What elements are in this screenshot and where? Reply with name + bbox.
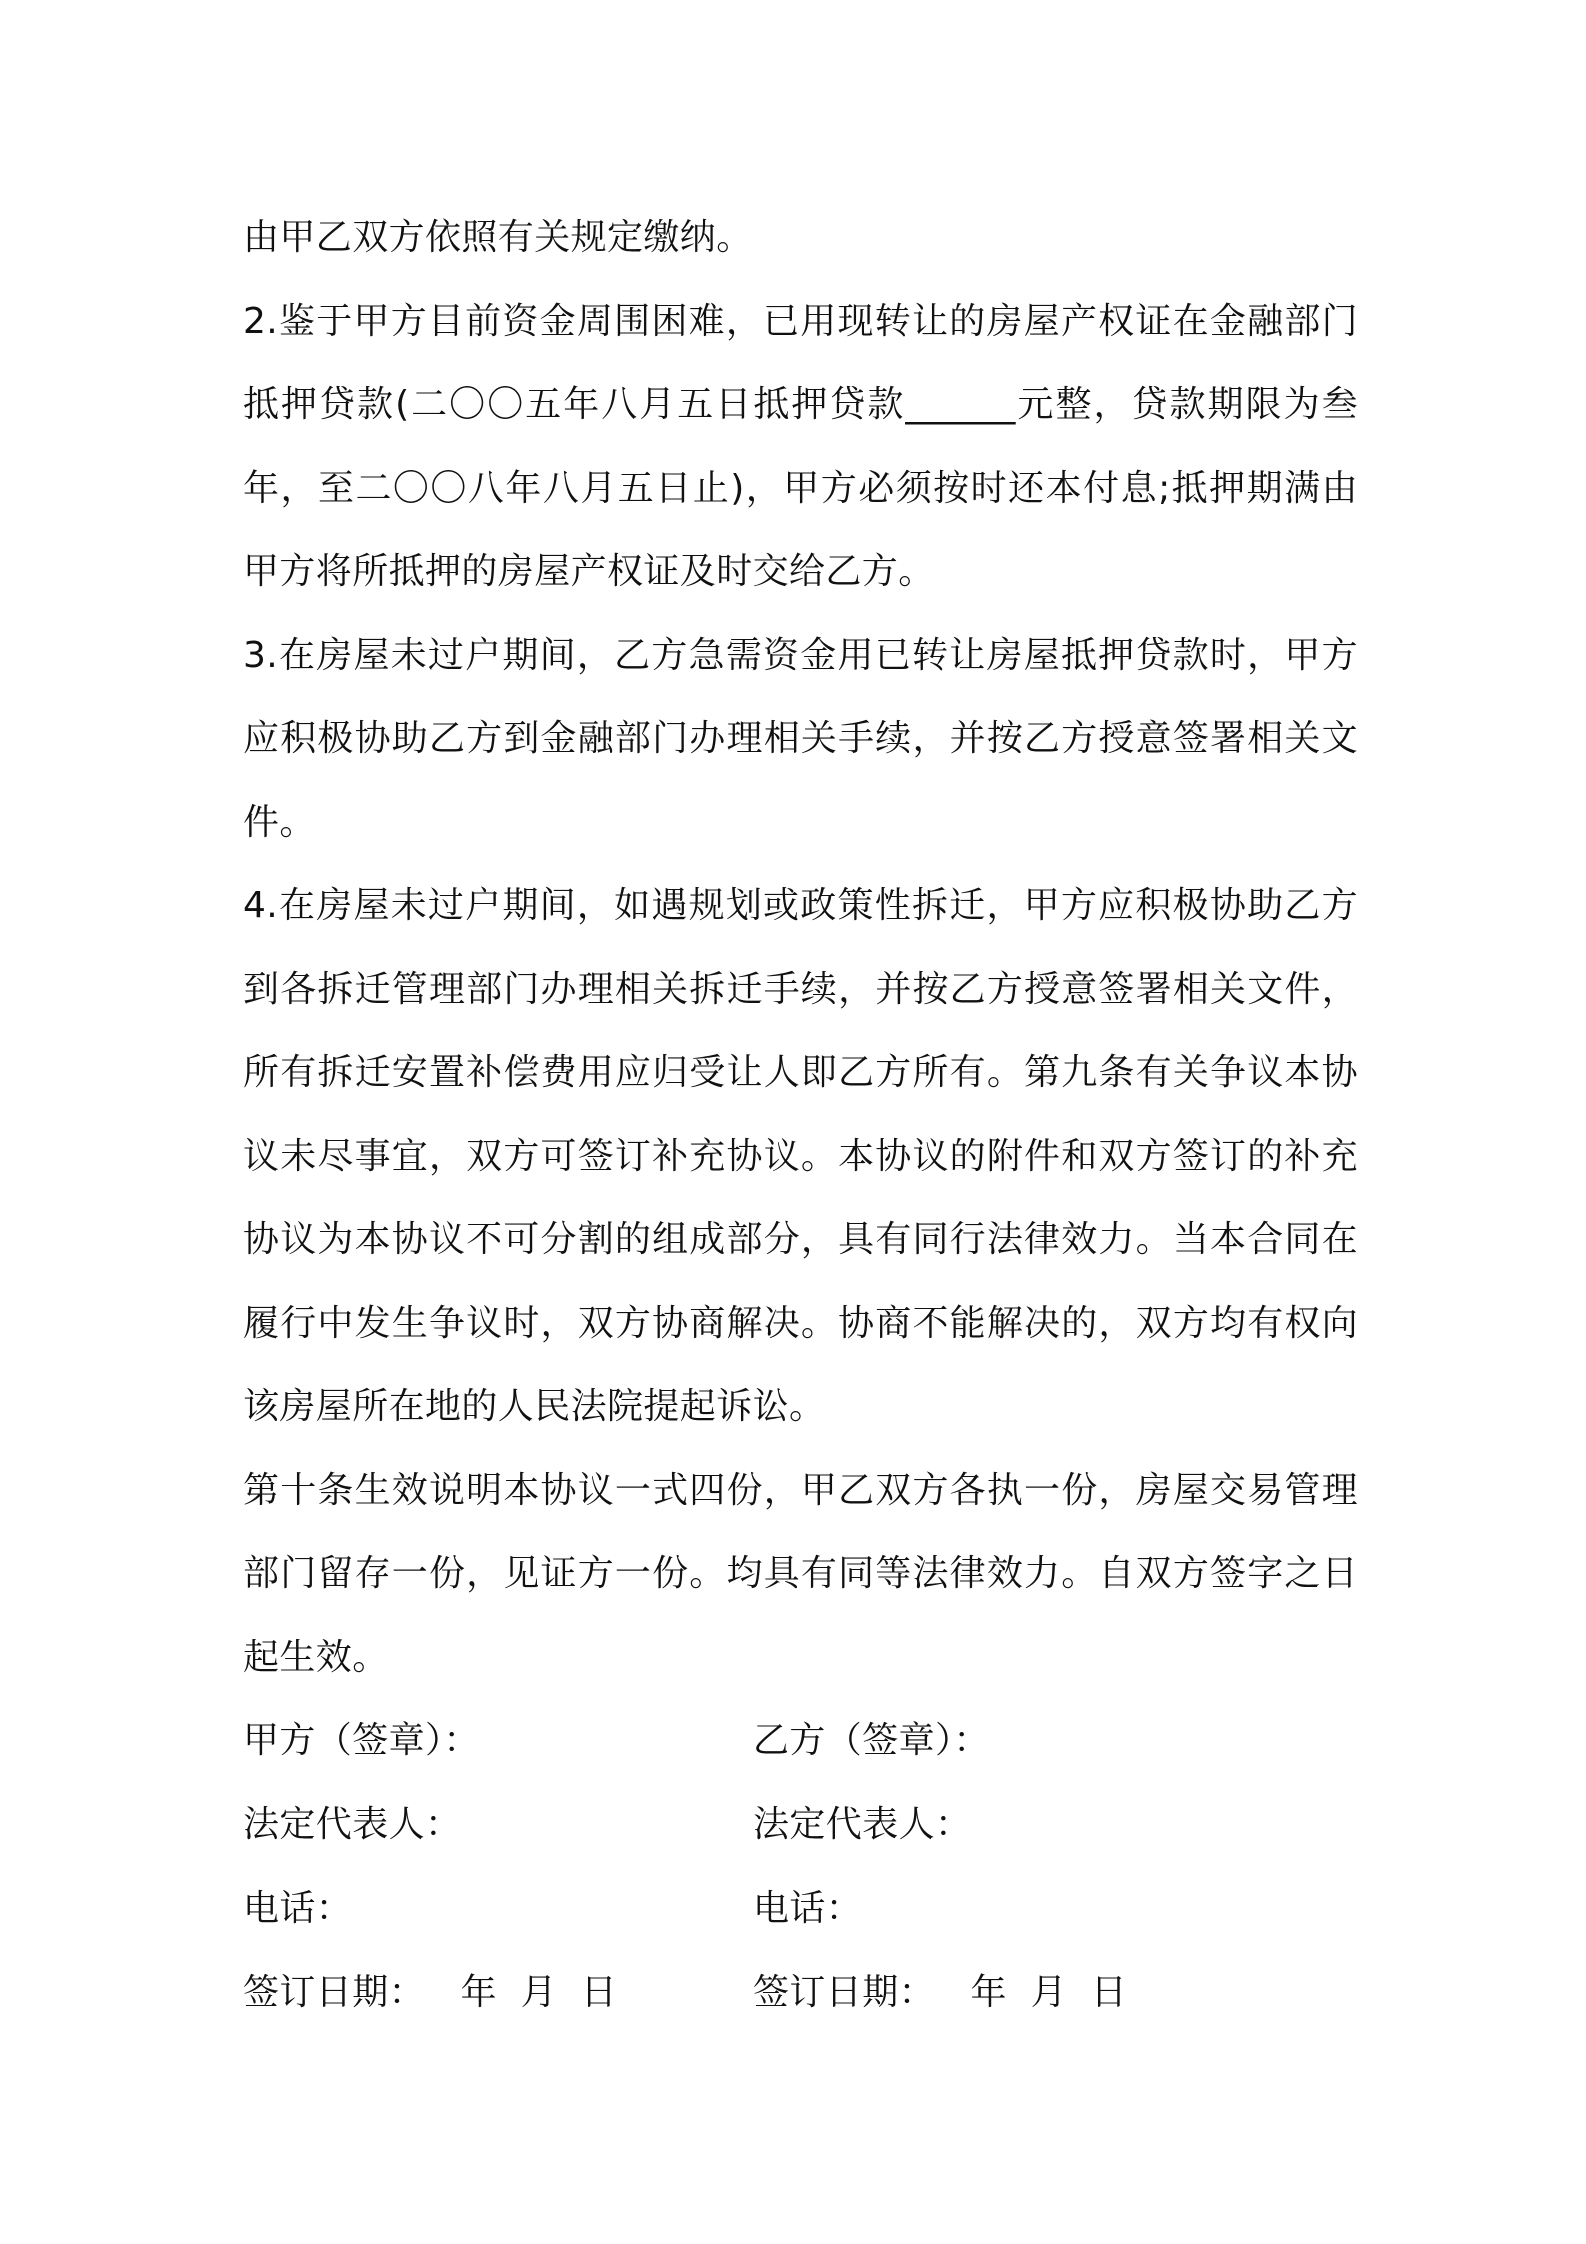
signature-row-date bbox=[243, 1951, 1358, 2035]
paragraph-clause-2-mortgage: 2.鉴于甲方目前资金周围困难，已用现转让的房屋产权证在金融部门抵押贷款(二〇〇五年八月五日抵押贷款______元整，贷款期限为叁年，至二〇〇八年八月五日止)，甲方必须按时还本付息;抵押期满由甲方将所抵押的房屋产权证及时交给乙方。 bbox=[243, 300, 1358, 592]
party-a-phone-label: 电话： bbox=[243, 1888, 353, 1929]
signature-row-seal bbox=[243, 1699, 1358, 1783]
document-page bbox=[243, 196, 1358, 2035]
party-b-seal-label: 乙方（签章）： bbox=[753, 1720, 990, 1761]
paragraph-clause-3-loan-assist: 3.在房屋未过户期间，乙方急需资金用已转让房屋抵押贷款时，甲方应积极协助乙方到金融部门办理相关手续，并按乙方授意签署相关文件。 bbox=[243, 634, 1358, 843]
party-a-date-label: 签订日期： 年 月 日 bbox=[243, 1972, 618, 2013]
paragraph-fee-payment: 由甲乙双方依照有关规定缴纳。 bbox=[243, 217, 753, 258]
party-b-phone-label: 电话： bbox=[753, 1888, 863, 1929]
signature-row-representative bbox=[243, 1783, 1358, 1867]
paragraph-article-10-effect: 第十条生效说明本协议一式四份，甲乙双方各执一份，房屋交易管理部门留存一份，见证方一份。均具有同等法律效力。自双方签字之日起生效。 bbox=[243, 1469, 1358, 1678]
signature-row-phone bbox=[243, 1867, 1358, 1951]
party-b-date-label: 签订日期： 年 月 日 bbox=[753, 1972, 1128, 2013]
party-a-seal-label: 甲方（签章）： bbox=[243, 1720, 480, 1761]
party-a-representative-label: 法定代表人： bbox=[243, 1804, 462, 1845]
party-b-representative-label: 法定代表人： bbox=[753, 1804, 972, 1845]
paragraph-clause-4-demolition: 4.在房屋未过户期间，如遇规划或政策性拆迁，甲方应积极协助乙方到各拆迁管理部门办理相关拆迁手续，并按乙方授意签署相关文件，所有拆迁安置补偿费用应归受让人即乙方所有。第九条有关争议本协议未尽事宜，双方可签订补充协议。本协议的附件和双方签订的补充协议为本协议不可分割的组成部分，具有同行法律效力。当本合同在履行中发生争议时，双方协商解决。协商不能解决的，双方均有权向该房屋所在地的人民法院提起诉讼。 bbox=[243, 885, 1358, 1427]
signature-block bbox=[243, 1699, 1358, 2035]
